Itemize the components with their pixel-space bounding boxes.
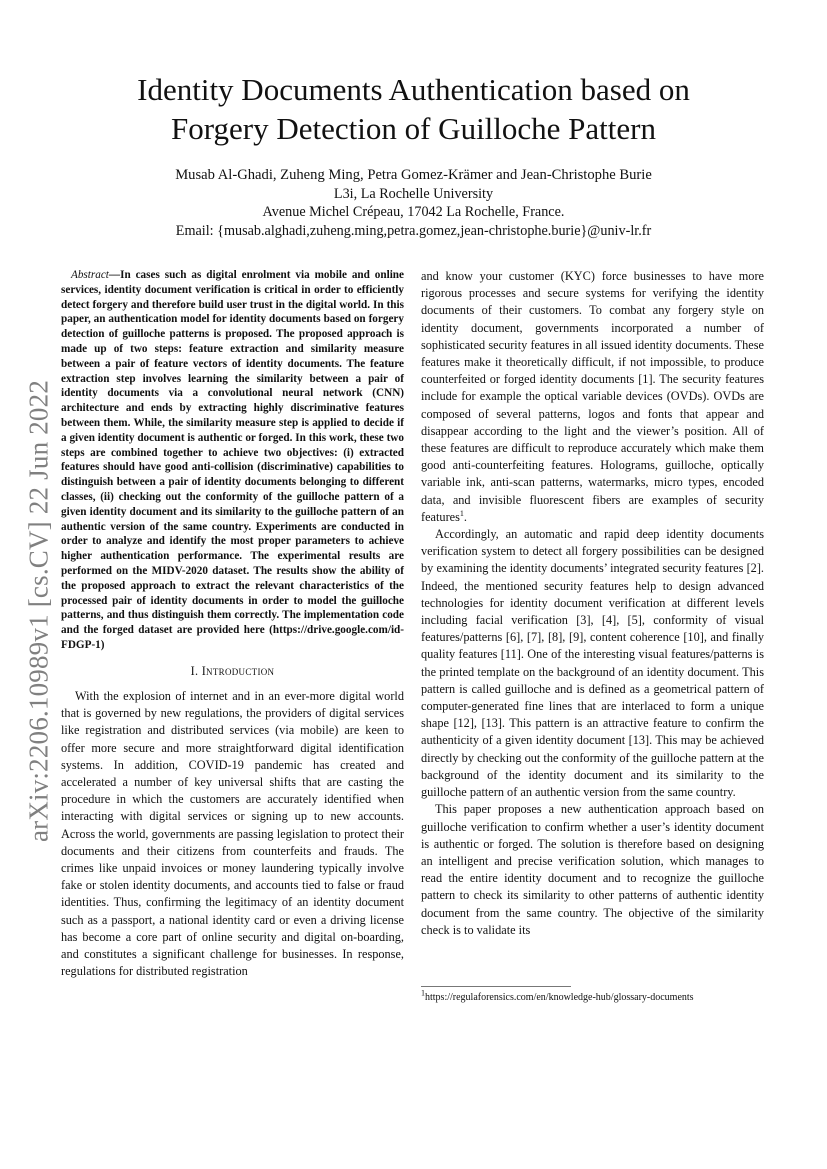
author-block xyxy=(60,166,767,240)
section-title: Introduction xyxy=(201,663,275,678)
email: Email: {musab.alghadi,zuheng.ming,petra.gomez,jean-christophe.burie}@univ-lr.fr xyxy=(175,222,652,239)
footnote-mark: 1 xyxy=(421,988,425,998)
abstract-text: —In cases such as digital enrolment via mobile and online services, identity document verification is critical in order to efficiently detect forgery and therefore build user trust in the digital world. In this paper, an authentication model for identity documents based on forgery detection of guilloche patterns is proposed. The proposed approach is made up of two steps: feature extraction and similarity measure between a pair of feature vectors of identity documents. The feature extraction step involves learning the similarity between a pair of identity documents via a convolutional neural network (CNN) architecture and ends by extracting highly discriminative features between them. While, the similarity measure step is applied to decide if a given identity document is authentic or forged. In this work, these two steps are combined together to achieve two objectives: (i) extracted features should have good anti-collision (discriminative) capabilities to distinguish between a pair of identity documents belonging to different classes, (ii) checking out the conformity of the guilloche pattern of a given identity document and its similarity to the guilloche pattern of an authentic version of the same country. Experiments are conducted in order to analyze and identify the most proper parameters to achieve higher authentication performance. The experimental results are performed on the MIDV-2020 dataset. The results show the ability of the proposed approach to extract the relevant characteristics of the processed pair of identity documents in order to model the guilloche patterns, and thus distinguish them correctly. The implementation code and the forged dataset are provided here (https://drive.google.com/id-FDGP-1) xyxy=(61,269,404,651)
footnote-url[interactable]: https://regulaforensics.com/en/knowledge-hub/glossary-documents xyxy=(425,992,694,1003)
author-names: Musab Al-Ghadi, Zuheng Ming, Petra Gomez-Krämer and Jean-Christophe Burie xyxy=(175,167,652,183)
intro-paragraph-3: This paper proposes a new authentication approach based on guilloche verification to confirm whether a user’s identity document is authentic or forged. The solution is therefore based on designing an intelligent and precise verification solution, which manages to read the entire identity document and to recognize the guilloche pattern to check its similarity to other patterns of authentic identity document from the same country. The objective of the similarity check is to validate its xyxy=(421,802,764,937)
arxiv-stamp xyxy=(16,364,62,858)
section-number: I. xyxy=(190,663,199,678)
abstract-lead: Abstract xyxy=(71,269,109,281)
arxiv-stamp-text: arXiv:2206.10989v1 [cs.CV] 22 Jun 2022 xyxy=(23,379,54,843)
title-line-2: Forgery Detection of Guilloche Pattern xyxy=(171,111,656,146)
left-column xyxy=(61,268,404,980)
footnote xyxy=(421,986,694,1004)
intro-paragraph-continued xyxy=(421,268,764,526)
footnote-reference[interactable]: 1 xyxy=(459,508,464,518)
intro-paragraph-continued-text: and know your customer (KYC) force businesses to have more rigorous processes and secure systems for verifying the identity documents of their customers. To combat any forgery style on identity document, governments incorporated a number of sophisticated security features in all issued identity documents. These features make it theoretically difficult, if not impossible, to produce counterfeited or forged identity documents [1]. The security features include for example the optical variable devices (OVDs). OVDs are composed of several patterns, logos and fonts that appear and disappear according to the light and the viewer’s position. All of these features are difficult to reproduce accurately which make them good anti-counterfeiting features. Holograms, guilloche, optically variable ink, anti-scan patterns, watermarks, micro types, encoded data, and invisible fluorescent fibers are examples of security features xyxy=(421,269,764,524)
paper-title xyxy=(60,70,767,148)
intro-paragraph-1: With the explosion of internet and in an ever-more digital world that is governed by new regulations, the providers of digital services like registration and distributed services (via mobile) are keen to offer more secure and more straightforward digital identification systems. In addition, COVID-19 pandemic has created and accelerated a number of key universal shifts that are casting the procedure in which the customers are accurately identified when interacting with digital services or signing up to new accounts. Across the world, governments are passing legislation to protect their documents and their citizens from counterfeits and frauds. The crimes like unpaid invoices or money laundering typically involve fake or stolen identity documents, and accounts tied to false or fraud identities. Thus, confirming the legitimacy of an identity document such as a passport, a national identity card or even a driving license has become a core part of online security and digital on-boarding, and constitutes a significant challenge for businesses. In response, regulations for distributed registration xyxy=(61,688,404,979)
intro-paragraph-continued-end: . xyxy=(463,509,467,524)
section-heading-introduction xyxy=(61,663,404,680)
affiliation: L3i, La Rochelle University xyxy=(333,186,494,203)
right-column xyxy=(421,268,764,939)
address: Avenue Michel Crépeau, 17042 La Rochelle, France. xyxy=(262,204,565,221)
title-line-1: Identity Documents Authentication based on xyxy=(137,72,690,107)
abstract xyxy=(61,268,404,653)
intro-paragraph-2: Accordingly, an automatic and rapid deep identity documents verification system to detect all forgery possibilities can be designed by examining the identity documents’ integrated security features [2]. Indeed, the mentioned security features help to design advanced technologies for identity document verification at different levels including facial verification [3], [4], [5], conformity of visual features/patterns [6], [7], [8], [9], content coherence [10], and finally quality features [11]. One of the interesting visual features/patterns is the printed template on the background of an identity document. This pattern is called guilloche and is defined as a geometrical pattern of computer-generated fine lines that are interlaced to form a unique shape [12], [13]. This pattern is an attractive feature to confirm the authenticity of a given identity document [13]. This may be achieved directly by checking out the conformity of the guilloche pattern at the background of the identity document and its similarity to the guilloche pattern of an authentic version from the same country. xyxy=(421,527,764,800)
